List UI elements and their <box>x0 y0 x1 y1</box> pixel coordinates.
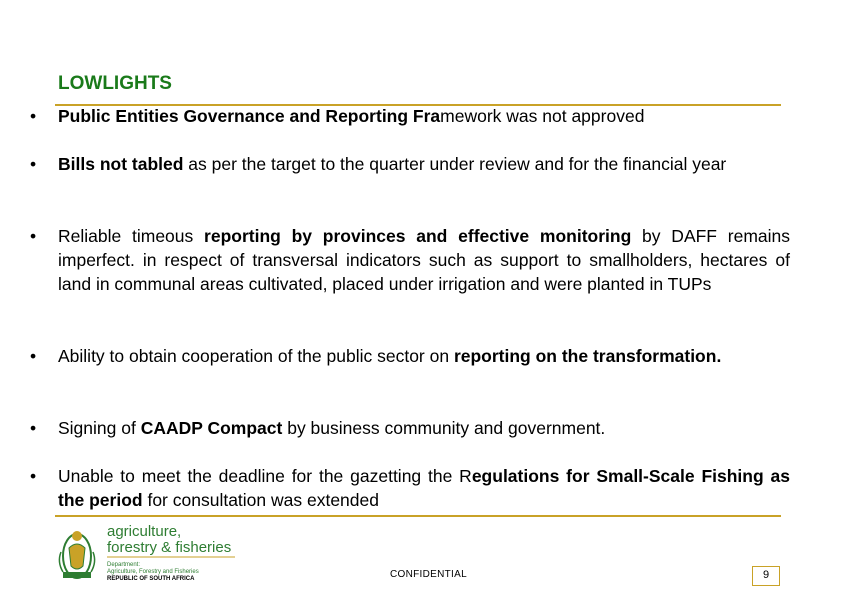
logo-dept3: REPUBLIC OF SOUTH AFRICA <box>107 576 195 582</box>
bullet-text-run: Signing of <box>58 418 141 438</box>
logo-dept2: Agriculture, Forestry and Fisheries <box>107 569 199 575</box>
bullet-text-run: as per the target to the quarter under review and for the financial year <box>183 154 727 174</box>
bullet-dot: • <box>30 418 37 438</box>
bullet-text-bold: CAADP Compact <box>140 418 283 438</box>
page-number: 9 <box>752 566 780 586</box>
logo-line2: forestry & fisheries <box>107 539 232 556</box>
slide-title: LOWLIGHTS <box>58 73 172 94</box>
logo-dept1: Department: <box>107 562 141 568</box>
bullet-text <box>58 152 790 176</box>
bullet-text-run: Unable to meet the deadline for the gazetting the R <box>58 466 472 486</box>
bullet-dot: • <box>30 226 37 246</box>
coat-of-arms-icon <box>55 522 255 586</box>
bullet-text <box>58 104 790 128</box>
bullet-text-run: Ability to obtain cooperation of the public sector on <box>58 346 454 366</box>
bullet-text-run: mework was not approved <box>440 106 645 126</box>
bullet-text-run: Reliable timeous <box>58 226 205 246</box>
bullet-text-bold: egulations for Small-Scale Fishing as the period <box>58 466 790 510</box>
bullet-dot: • <box>30 466 37 486</box>
bullet-text <box>58 224 790 296</box>
bullet-text-bold: Public Entities Governance and Reporting Fra <box>58 106 441 126</box>
department-logo <box>55 522 255 586</box>
bullet-text-run: for consultation was extended <box>142 490 379 510</box>
logo-line1: agriculture, <box>107 523 182 540</box>
bullet-dot: • <box>30 154 37 174</box>
bullet-dot: • <box>30 106 37 126</box>
bullet-text-bold: reporting by provinces and effective monitoring <box>204 226 632 246</box>
bottom-rule <box>55 515 781 517</box>
bullet-text-run: by business community and government. <box>282 418 606 438</box>
bullet-text-bold: reporting on the transformation. <box>453 346 722 366</box>
confidential-label: CONFIDENTIAL <box>390 569 467 580</box>
bullet-dot: • <box>30 346 37 366</box>
bullet-text <box>58 416 790 440</box>
bullet-text <box>58 464 790 512</box>
bullet-text-run: by DAFF remains imperfect. in respect of transversal indicators such as support to smallholders, hectares of land in communal areas cultivated, placed under irrigation and were planted in TUPs <box>58 226 790 294</box>
bullet-text <box>58 344 790 368</box>
bullet-text-bold: Bills not tabled <box>58 154 184 174</box>
